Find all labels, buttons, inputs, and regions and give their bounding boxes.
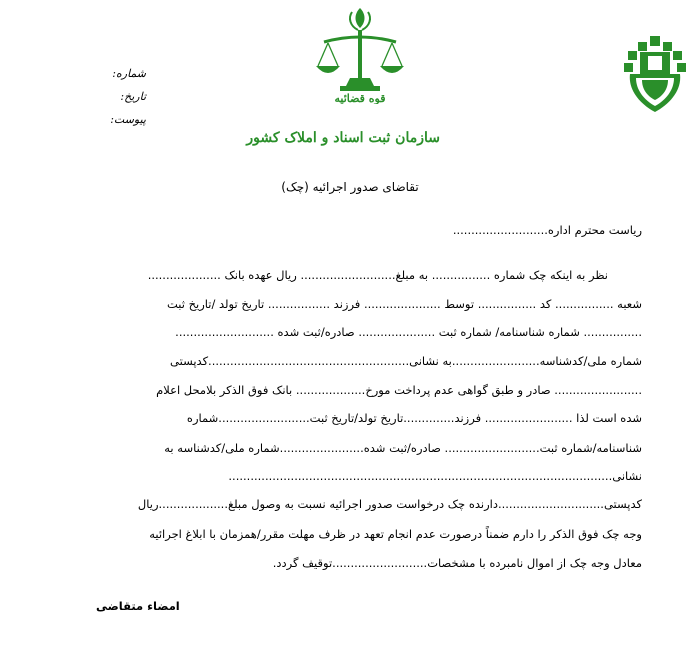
letter-line: وجه چک فوق الذکر را دارم ضمناً درصورت عدم انجام تعهد در ظرف مهلت مقرر/همزمان با ابلاغ اجرائیه	[149, 527, 642, 541]
letter-line: نظر به اینکه چک شماره ................ به مبلغ.......................... ریال عهده بانک ....................	[147, 268, 608, 282]
registration-organization-logo	[622, 34, 688, 114]
date-label: تاریخ:	[120, 90, 146, 103]
document-meta	[86, 62, 146, 131]
letter-line: نشانی.........................................................................................................	[228, 469, 642, 483]
attachment-label: پیوست:	[110, 113, 146, 126]
scales-of-justice-icon	[314, 6, 406, 104]
letter-line: معادل وجه چک از اموال نامبرده با مشخصات..........................توقیف گردد.	[272, 556, 642, 570]
letter-line: شده است لذا ........................ فرزند..............تاریخ تولد/تاریخ ثبت.........................شماره	[186, 411, 642, 425]
emblem-text: قوه قضائیه	[334, 92, 386, 104]
form-title: تقاضای صدور اجرائیه (چک)	[281, 180, 419, 194]
salutation: ریاست محترم اداره..........................	[452, 223, 642, 237]
letter-line: ........................ صادر و طبق گواهی عدم پرداخت مورخ................... بانک فوق الذکر بلامحل اعلام	[156, 383, 642, 397]
org-name: سازمان ثبت اسناد و املاک کشور	[246, 130, 440, 146]
letter-line: شناسنامه/شماره ثبت.......................... صادره/ثبت شده.......................شماره ملی/کدشناسه به	[164, 441, 642, 455]
letter-line: شماره ملی/کدشناسه........................به نشانی.......................................................کدپستی	[170, 354, 642, 368]
number-label: شماره:	[112, 67, 146, 80]
letter-line: شعبه ................ کد ................ توسط ..................... فرزند ................. تاریخ تولد /تاریخ ثبت	[166, 297, 642, 311]
letter-line: ................ شماره شناسنامه/ شماره ثبت ..................... صادره/ثبت شده ...........................	[175, 325, 642, 339]
applicant-signature-label: امضاء متقاضی	[96, 599, 180, 613]
letter-line: کدپستی.............................دارنده چک درخواست صدور اجرائیه نسبت به وصول مبلغ...................ریال	[137, 497, 642, 511]
